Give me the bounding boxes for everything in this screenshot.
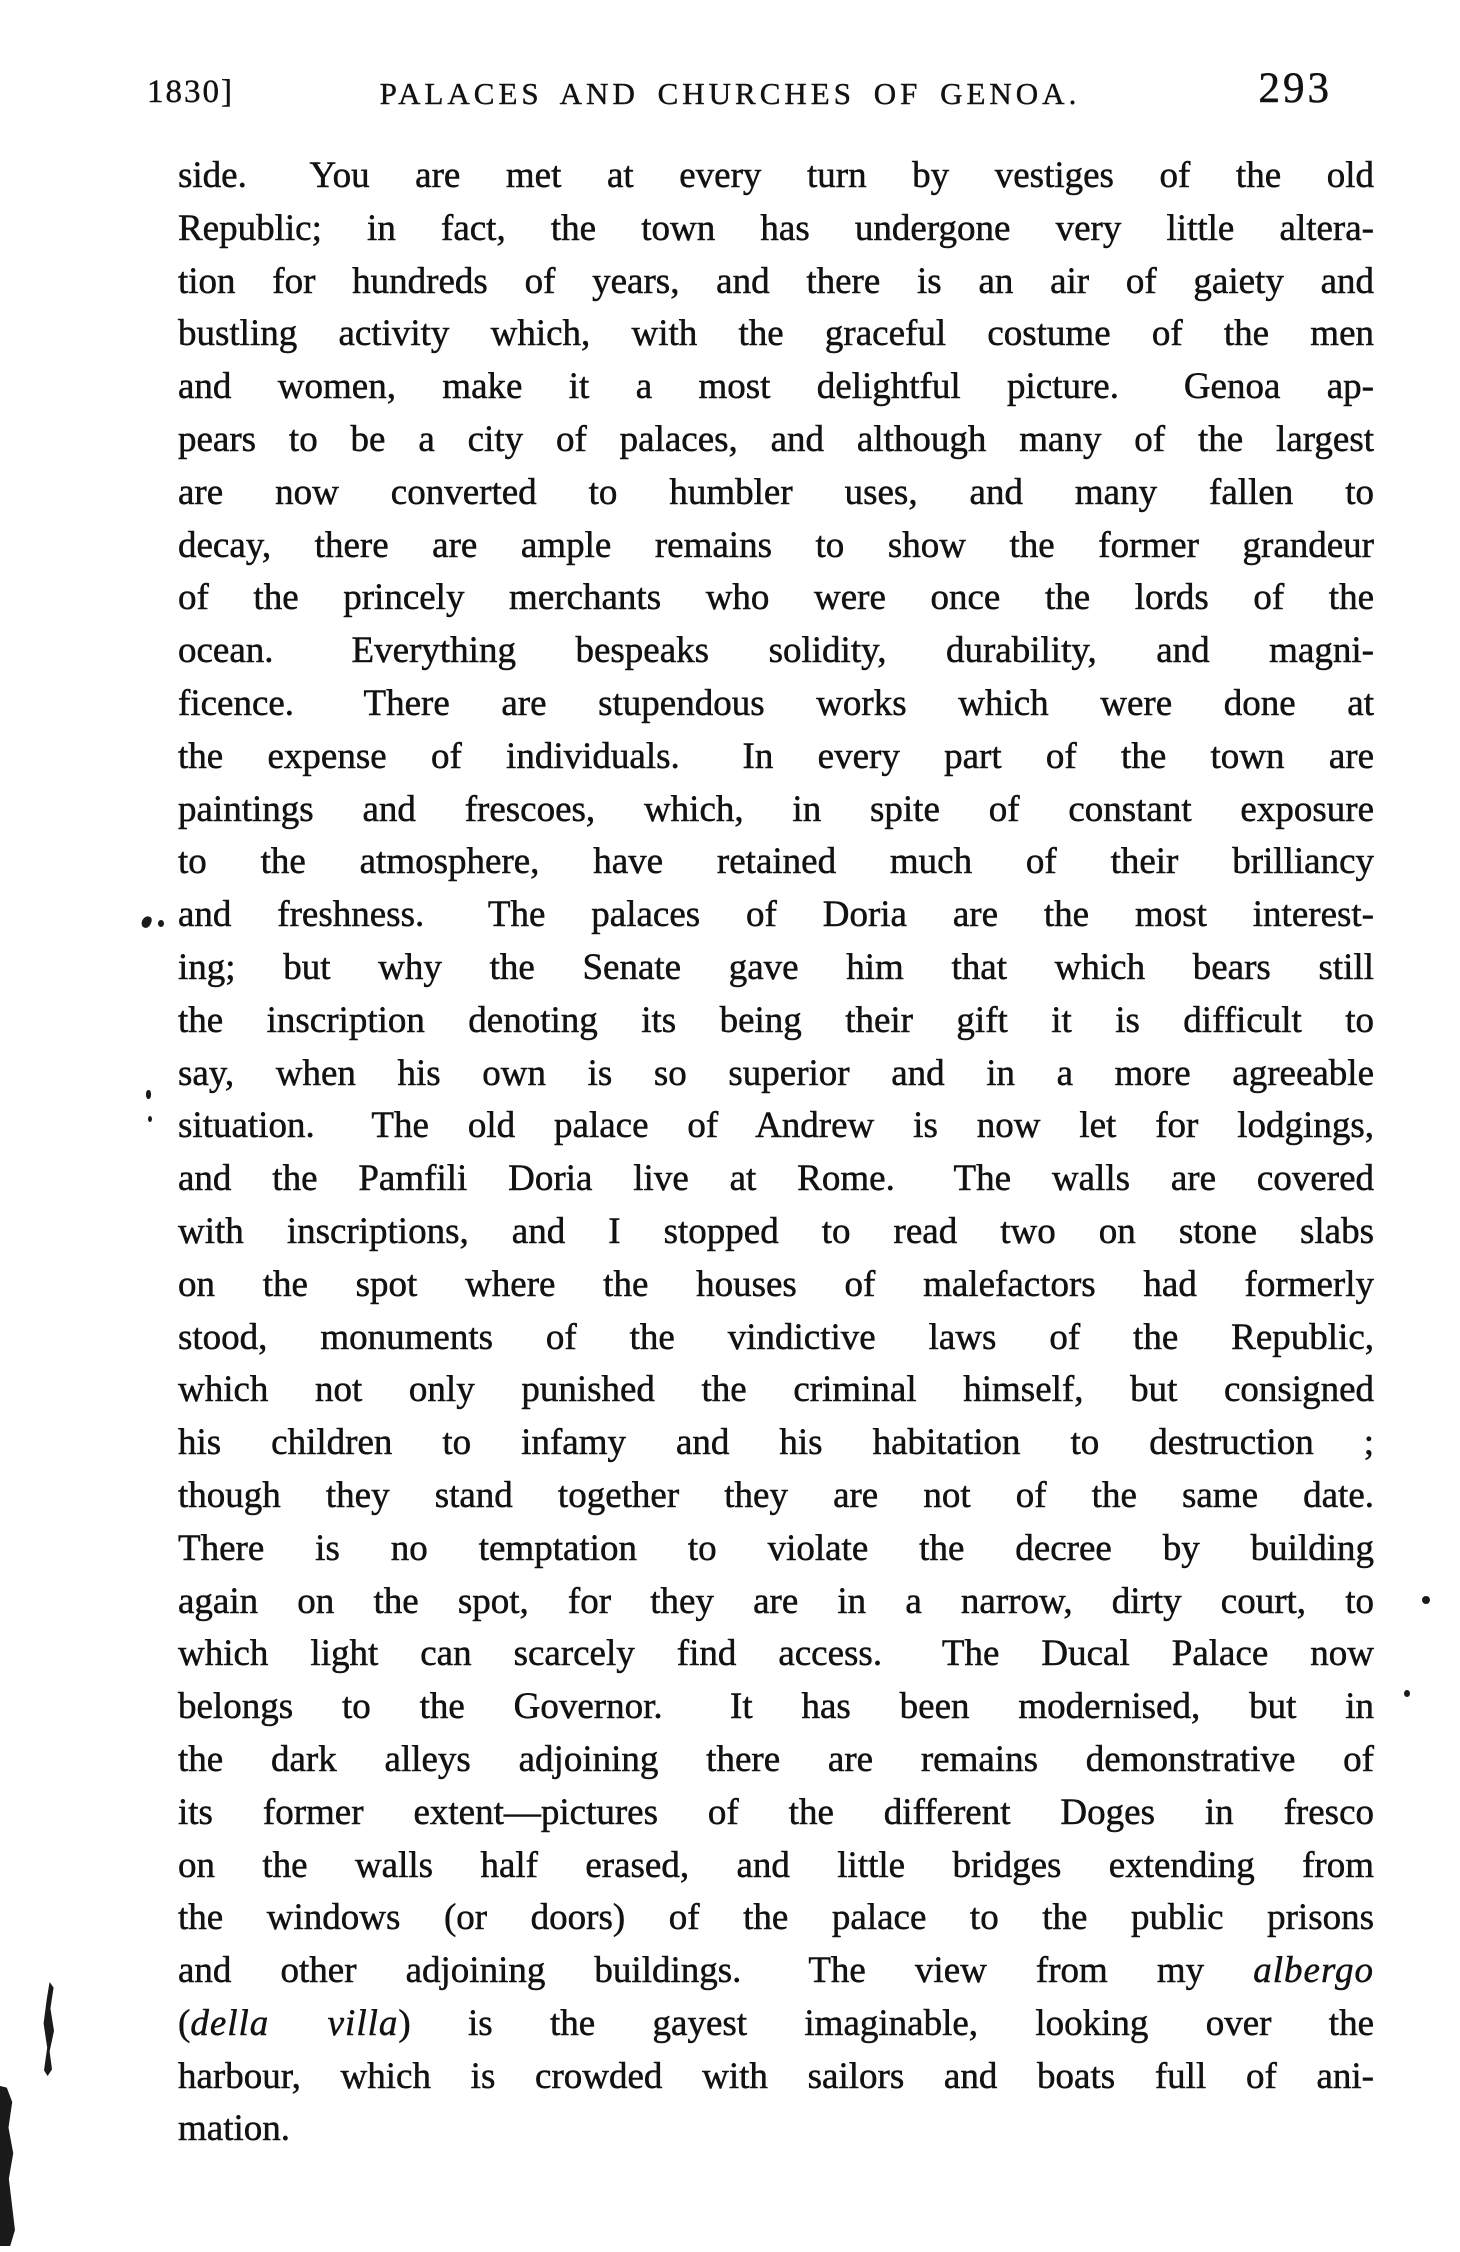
text-segment: paintings and frescoes, which, in spite of constant exposure — [178, 788, 1374, 830]
text-line — [178, 150, 1374, 203]
text-line — [178, 1417, 1374, 1470]
text-segment: side. You are met at every turn by vestiges of the old — [178, 155, 1374, 196]
margin-speck — [148, 1116, 152, 1122]
text-line — [178, 1892, 1374, 1945]
text-line — [178, 467, 1374, 520]
text-segment: the dark alleys adjoining there are remains demonstrative of — [178, 1738, 1374, 1780]
text-segment: harbour, which is crowded with sailors and boats full of ani- — [178, 2055, 1374, 2097]
text-line — [178, 361, 1374, 414]
text-segment: Republic; in fact, the town has undergone very little altera- — [178, 207, 1374, 249]
text-segment: on the walls half erased, and little bridges extending from — [178, 1844, 1374, 1886]
text-segment: ocean. Everything bespeaks solidity, durability, and magni- — [178, 630, 1374, 672]
text-line — [178, 1206, 1374, 1259]
text-segment: are now converted to humbler uses, and many fallen to — [178, 471, 1374, 513]
text-line — [178, 414, 1374, 467]
text-segment: which not only punished the criminal himself, but consigned — [178, 1369, 1374, 1411]
text-segment: of the princely merchants who were once the lords of the — [178, 577, 1374, 619]
text-line — [178, 1628, 1374, 1681]
text-segment: the windows (or doors) of the palace to the public prisons — [178, 1897, 1374, 1939]
text-line — [178, 889, 1374, 942]
text-line — [178, 1576, 1374, 1629]
text-line — [178, 1998, 1374, 2051]
text-segment: and the Pamfili Doria live at Rome. The walls are covered — [178, 1158, 1374, 1200]
ink-stroke — [38, 1982, 58, 2076]
text-segment: the expense of individuals. In every part of the town are — [178, 735, 1374, 777]
text-segment: ficence. There are stupendous works which were done at — [178, 682, 1374, 724]
right-margin-speck — [1422, 1596, 1430, 1604]
margin-speck — [146, 1090, 151, 1099]
margin-speck — [140, 915, 153, 930]
text-segment: bustling activity which, with the graceful costume of the men — [178, 313, 1374, 355]
text-segment: ) is the gayest imaginable, looking over the — [398, 2002, 1374, 2044]
text-line — [178, 1364, 1374, 1417]
text-segment: tion for hundreds of years, and there is an air of gaiety and — [178, 260, 1374, 302]
italic-text-segment: della villa — [190, 2002, 399, 2044]
text-segment: though they stand together they are not of the same date. — [178, 1474, 1374, 1516]
text-line — [178, 1470, 1374, 1523]
text-line — [178, 203, 1374, 256]
text-segment: stood, monuments of the vindictive laws of the Republic, — [178, 1316, 1374, 1358]
text-segment: with inscriptions, and I stopped to read two on stone slabs — [178, 1210, 1374, 1252]
text-line — [178, 678, 1374, 731]
text-segment: his children to infamy and his habitation to destruction ; — [178, 1422, 1374, 1464]
text-segment: ing; but why the Senate gave him that which bears still — [178, 946, 1374, 988]
text-segment: ( — [178, 2002, 191, 2044]
text-segment: There is no temptation to violate the decree by building — [178, 1527, 1374, 1569]
right-margin-speck — [1404, 1690, 1410, 1697]
text-line — [178, 836, 1374, 889]
text-segment: on the spot where the houses of malefactors had formerly — [178, 1263, 1374, 1305]
text-segment: and women, make it a most delightful picture. Genoa ap- — [178, 366, 1374, 408]
text-segment: the inscription denoting its being their gift it is difficult to — [178, 999, 1374, 1041]
text-segment: and freshness. The palaces of Doria are the most interest- — [178, 894, 1374, 936]
ink-blob-page-edge — [0, 2086, 17, 2246]
header-title: PALACES AND CHURCHES OF GENOA. — [379, 76, 1081, 111]
text-line — [178, 1840, 1374, 1893]
text-line — [178, 1100, 1374, 1153]
text-line — [178, 1259, 1374, 1312]
text-segment: situation. The old palace of Andrew is now let for lodgings, — [178, 1105, 1374, 1147]
text-line — [178, 308, 1374, 361]
text-line — [178, 1312, 1374, 1365]
text-segment: again on the spot, for they are in a narrow, dirty court, to — [178, 1580, 1374, 1622]
page-header — [0, 64, 1460, 124]
text-line — [178, 256, 1374, 309]
text-segment: to the atmosphere, have retained much of their brilliancy — [178, 841, 1374, 883]
header-page-number: 293 — [1258, 65, 1332, 112]
margin-speck — [158, 920, 164, 927]
text-line — [178, 572, 1374, 625]
page-body — [178, 150, 1374, 2156]
text-segment: belongs to the Governor. It has been modernised, but in — [178, 1686, 1374, 1728]
text-line — [178, 2103, 1374, 2156]
text-line — [178, 942, 1374, 995]
text-segment: which light can scarcely find access. The Ducal Palace now — [178, 1633, 1374, 1675]
text-line — [178, 1523, 1374, 1576]
text-segment: and other adjoining buildings. The view from my — [178, 1950, 1254, 1992]
text-segment: mation. — [178, 2108, 291, 2150]
text-segment: its former extent—pictures of the different Doges in fresco — [178, 1791, 1374, 1833]
text-line — [178, 784, 1374, 837]
text-line — [178, 1945, 1374, 1998]
text-line — [178, 625, 1374, 678]
text-segment: pears to be a city of palaces, and although many of the largest — [178, 418, 1374, 460]
text-line — [178, 1681, 1374, 1734]
text-line — [178, 1153, 1374, 1206]
text-line — [178, 995, 1374, 1048]
text-line — [178, 520, 1374, 573]
text-segment: say, when his own is so superior and in a more agreeable — [178, 1052, 1374, 1094]
text-line — [178, 1734, 1374, 1787]
text-line — [178, 1787, 1374, 1840]
text-segment: decay, there are ample remains to show the former grandeur — [178, 524, 1374, 566]
italic-text-segment: albergo — [1253, 1950, 1374, 1992]
text-line — [178, 731, 1374, 784]
header-year: 1830] — [147, 74, 234, 110]
text-line — [178, 2051, 1374, 2104]
text-line — [178, 1048, 1374, 1101]
